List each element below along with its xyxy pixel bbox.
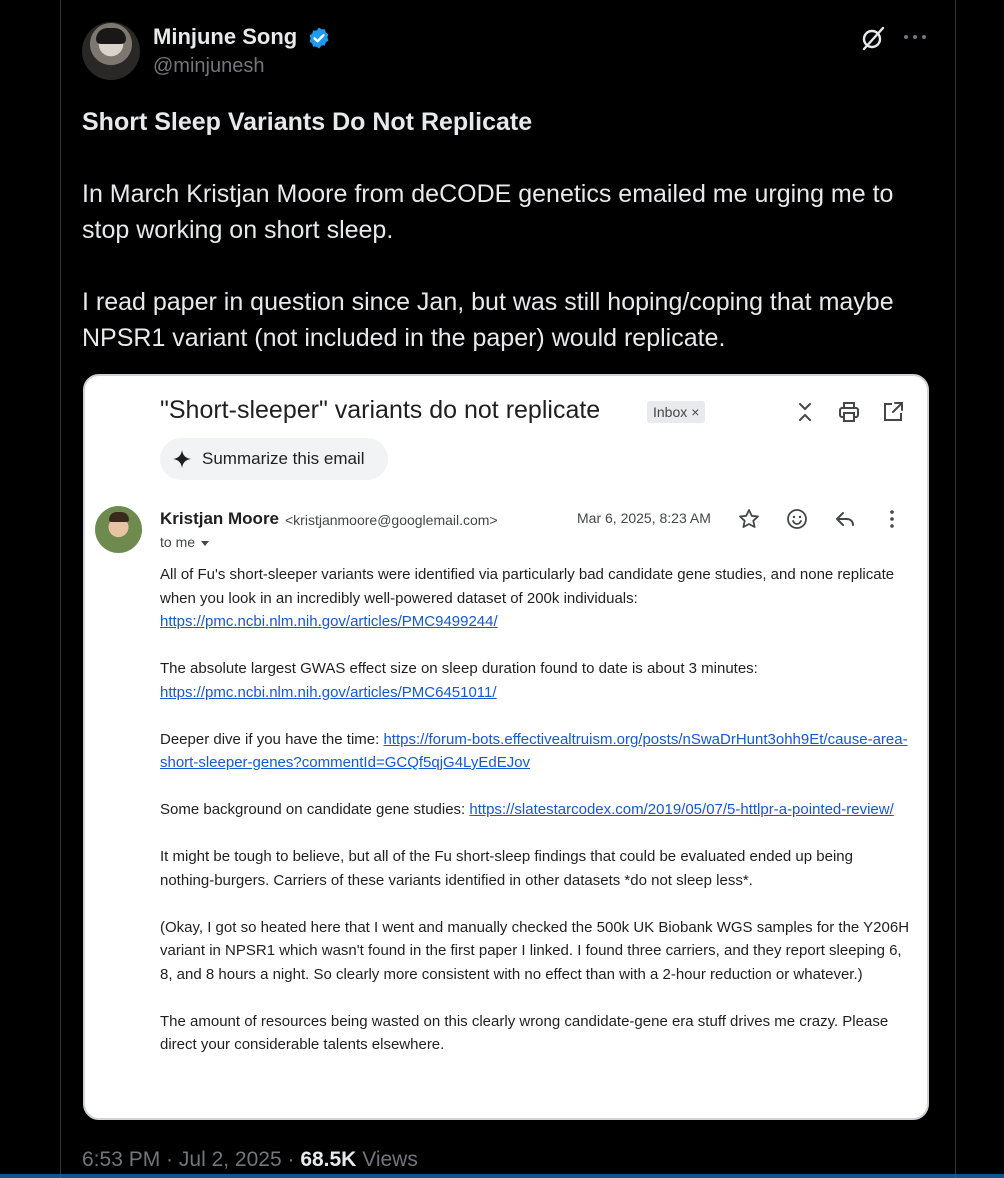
timeline-border-left xyxy=(60,0,61,1178)
tweet-title: Short Sleep Variants Do Not Replicate xyxy=(82,108,533,136)
views-count: 68.5K xyxy=(300,1148,357,1171)
email-paragraph: It might be tough to believe, but all of the Fu short-sleep findings that could be evaluated ended up being nothing-burgers. Carriers of these variants identified in other datasets *do not sleep less*. xyxy=(160,848,853,889)
sender-avatar[interactable] xyxy=(95,506,142,553)
email-paragraph xyxy=(160,563,910,634)
collapse-icon[interactable] xyxy=(793,400,817,424)
inbox-label xyxy=(647,401,705,423)
email-screenshot-image[interactable] xyxy=(83,374,929,1120)
timeline-border-right xyxy=(955,0,956,1178)
email-paragraph xyxy=(160,728,910,775)
paragraph-text: Some background on candidate gene studies: xyxy=(160,801,470,818)
more-dot xyxy=(913,35,917,39)
remove-label-button[interactable]: × xyxy=(691,404,700,420)
bottom-accent-bar xyxy=(0,1174,1004,1178)
post-date[interactable]: Jul 2, 2025 xyxy=(178,1148,282,1171)
email-paragraph: (Okay, I got so heated here that I went and manually checked the 500k UK Biobank WGS samples for the Y206H variant in NPSR1 which wasn't found in the first paper I linked. I found three carriers, and they report sleeping 6, 8, and 8 hours a night. So clearly more consistent with no effect than with a 2-hour reduction or whatever.) xyxy=(160,918,910,983)
link-pmc6451011[interactable]: https://pmc.ncbi.nlm.nih.gov/articles/PMC6451011/ xyxy=(160,683,497,701)
email-subject: "Short-sleeper" variants do not replicate xyxy=(160,396,601,424)
link-slatestarcodex[interactable]: https://slatestarcodex.com/2019/05/07/5-httlpr-a-pointed-review/ xyxy=(469,801,894,818)
tweet-meta xyxy=(82,1148,418,1172)
recipients-toggle[interactable] xyxy=(160,534,209,550)
print-icon[interactable] xyxy=(837,400,861,424)
separator: · xyxy=(160,1148,179,1171)
paragraph-text: All of Fu's short-sleeper variants were identified via particularly bad candidate gene studies, and none replicate when you look in an incredibly well-powered dataset of 200k individuals: xyxy=(160,566,895,607)
email-paragraph xyxy=(160,657,910,704)
separator: · xyxy=(281,1148,301,1171)
more-dot xyxy=(922,35,926,39)
star-icon[interactable] xyxy=(737,507,761,531)
views-label: Views xyxy=(356,1148,418,1171)
reply-icon[interactable] xyxy=(833,507,857,531)
link-ea-forum[interactable]: https://forum-bots.effectivealtruism.org/posts/nSwaDrHunt3ohh9Et/cause-area-short-sleeper-genes?commentId=GCQf5qjG4LyEdEJov xyxy=(160,730,908,771)
tweet-text xyxy=(82,104,942,356)
inbox-label-text: Inbox xyxy=(653,404,688,420)
verified-badge-icon xyxy=(307,26,331,50)
link-pmc9499244[interactable]: https://pmc.ncbi.nlm.nih.gov/articles/PMC9499244/ xyxy=(160,613,498,630)
emoji-icon[interactable] xyxy=(785,507,809,531)
post-time[interactable]: 6:53 PM xyxy=(82,1148,161,1171)
tweet-paragraph: I read paper in question since Jan, but was still hoping/coping that maybe NPSR1 variant (not included in the paper) would replicate. xyxy=(82,288,894,352)
paragraph-text: The absolute largest GWAS effect size on sleep duration found to date is about 3 minutes: xyxy=(160,660,758,677)
grok-icon[interactable] xyxy=(860,25,886,51)
vertical-more-icon[interactable] xyxy=(880,507,904,531)
email-paragraph xyxy=(160,798,910,822)
sparkle-icon xyxy=(173,450,191,468)
author-handle[interactable]: @minjunesh xyxy=(153,55,265,77)
email-date: Mar 6, 2025, 8:23 AM xyxy=(577,510,711,526)
more-dot xyxy=(904,35,908,39)
chevron-down-icon xyxy=(201,541,209,546)
open-new-window-icon[interactable] xyxy=(881,400,905,424)
summarize-label: Summarize this email xyxy=(202,449,365,468)
email-body xyxy=(160,563,910,1080)
email-paragraph: The amount of resources being wasted on this clearly wrong candidate-gene era stuff drives me crazy. Please direct your considerable talents elsewhere. xyxy=(160,1012,889,1053)
more-icon[interactable] xyxy=(902,26,928,46)
paragraph-text: Deeper dive if you have the time: xyxy=(160,730,384,748)
summarize-email-button[interactable] xyxy=(160,438,388,480)
author-avatar[interactable] xyxy=(82,22,140,80)
recipients-label: to me xyxy=(160,534,196,550)
tweet-paragraph: In March Kristjan Moore from deCODE genetics emailed me urging me to stop working on short sleep. xyxy=(82,180,894,244)
sender-email: <kristjanmoore@googlemail.com> xyxy=(285,512,498,528)
author-display-name[interactable]: Minjune Song xyxy=(153,24,298,49)
sender-name: Kristjan Moore xyxy=(160,509,280,528)
